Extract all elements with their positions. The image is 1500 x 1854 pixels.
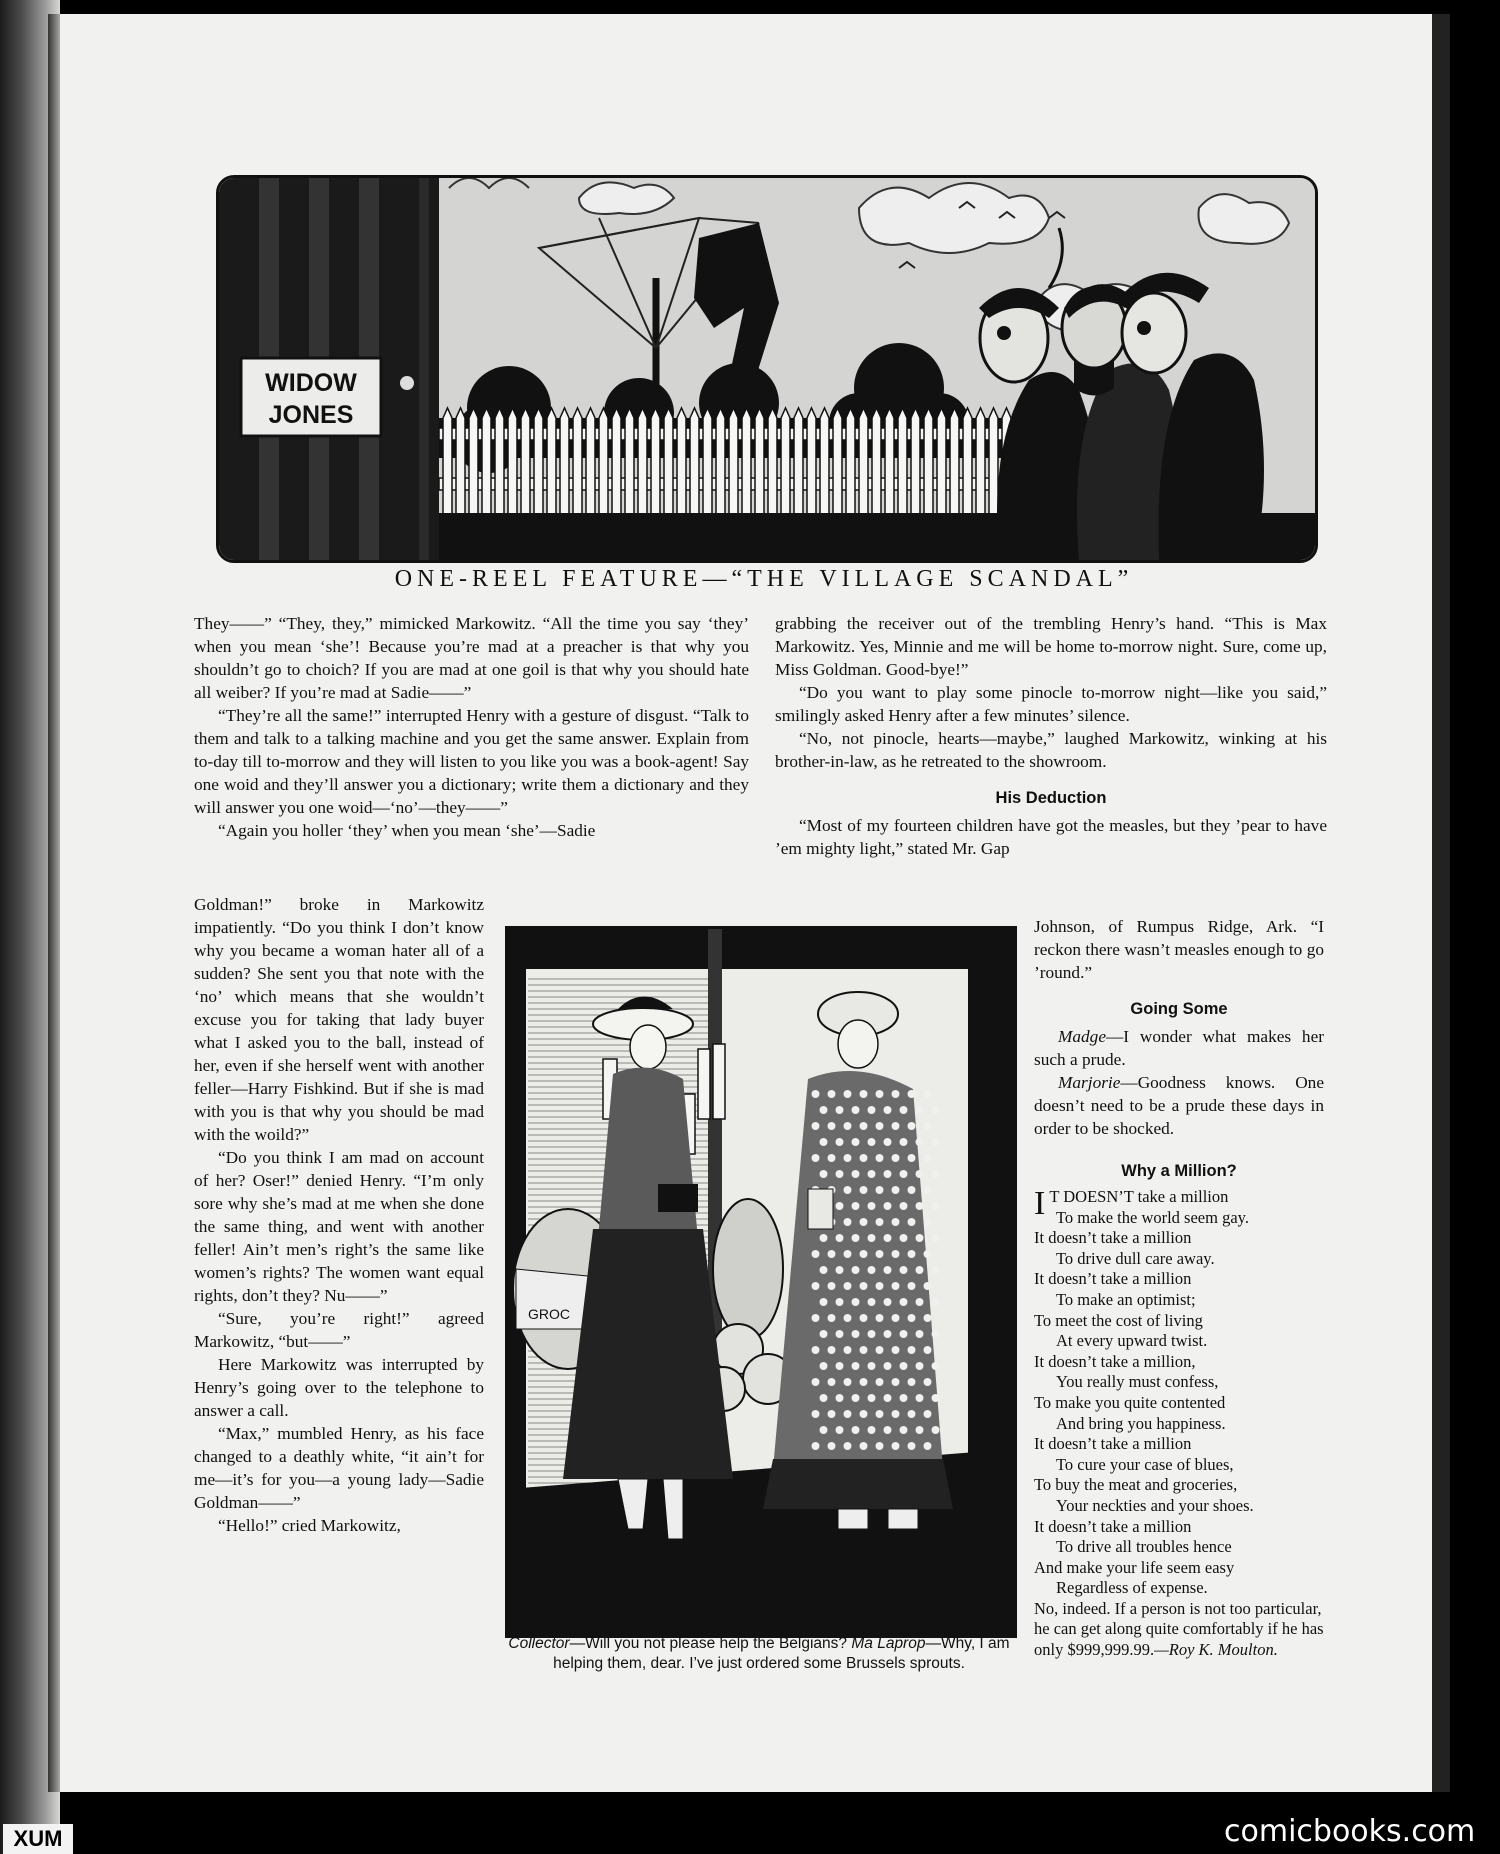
site-watermark: comicbooks.com [1224,1814,1476,1849]
page-edge [1432,14,1450,1792]
story-paragraph: They——” “They, they,” mimicked Markowitz. “All the time you say ‘they’ when you mean ‘she’! Because you’re mad at a preacher is that why you shouldn’t go to choich? If you are mad at one goil is that why you should hate all weiber? If you’re mad at Sadie——” [194,614,749,702]
poem-line: It doesn’t take a million [1034,1228,1192,1248]
caption-speaker-1: Collector [508,1635,570,1652]
poem-line: It doesn’t take a million [1034,1434,1192,1454]
story-paragraph: “No, not pinocle, hearts—maybe,” laughed Markowitz, winking at his brother-in-law, as he retreated to the showroom. [775,729,1327,771]
poem-line: To make the world seem gay. [1056,1207,1249,1227]
illustration-caption [496,1634,1022,1674]
poem-line: It doesn’t take a million, [1034,1351,1196,1371]
poem-line: It doesn’t take a million [1034,1516,1192,1536]
sign-line-1: WIDOW [265,369,357,397]
poem-closing: No, indeed. If a person is not too particular, he can get along quite comfortably if he has only $999,999.99. [1034,1598,1324,1660]
poem-line: To make an optimist; [1056,1289,1196,1309]
poem-author: —Roy K. Moulton. [1154,1640,1278,1660]
deduction-text-cont: Johnson, of Rumpus Ridge, Ark. “I reckon there wasn’t measles enough to go ’round.” [1034,917,1324,982]
banner-caption: ONE-REEL FEATURE—“THE VILLAGE SCANDAL” [394,566,1134,592]
shop-illustration [505,926,1017,1638]
jokes-column [1034,915,1324,1661]
story-paragraph: “Do you think I am mad on account of her? Oser!” denied Henry. “I’m only sore why she’s mad at me when she done the same thing, and went with another feller! Ain’t men’s right’s the same like women’s rights? The women want equal rights, don’t they? Nu——” [194,1148,484,1305]
sign-line-2: JONES [268,401,354,429]
story-paragraph: “Again you holler ‘they’ when you mean ‘she’—Sadie [218,821,596,840]
joke-line: —Goodness knows. One doesn’t need to be a prude these days in order to be shocked. [1034,1073,1324,1138]
going-some-heading: Going Some [1130,1000,1228,1018]
caption-line-2: —Why, I am helping them, dear. I’ve just ordered some Brussels sprouts. [553,1635,1010,1672]
shop-sign: GROC [528,1306,570,1322]
story-paragraph: “Hello!” cried Markowitz, [218,1516,401,1535]
banner-cartoon [216,175,1318,563]
poem-line: T DOESN’T take a million [1049,1187,1229,1206]
story-paragraph: “They’re all the same!” interrupted Henry with a gesture of disgust. “Talk to them and talk to a talking machine and you get the same answer. Explain from to-day till to-morrow and they will listen to you like you was a book-agent! Say one woid and they’ll answer you a dictionary; write them a dictionary and they will answer you one woid—‘no’—they——” [194,706,749,817]
million-heading: Why a Million? [1121,1162,1237,1180]
story-paragraph: grabbing the receiver out of the trembling Henry’s hand. “This is Max Markowitz. Yes, Minnie and me will be home to-morrow night. Sure, come up, Miss Goldman. Good-bye!” [775,614,1327,679]
drop-cap: I [1034,1185,1046,1222]
deduction-heading: His Deduction [995,789,1107,807]
joke-line: —I wonder what makes her such a prude. [1034,1027,1324,1069]
poem-line: You really must confess, [1056,1372,1219,1392]
story-column-left-narrow [194,893,484,1537]
poem-line: And make your life seem easy [1034,1557,1235,1577]
caption-speaker-2: Ma Laprop [851,1635,926,1652]
poem-line: To cure your case of blues, [1056,1454,1234,1474]
million-poem [1034,1187,1324,1599]
story-paragraph: Here Markowitz was interrupted by Henry’s going over to the telephone to answer a call. [194,1355,484,1420]
story-column-left-top [194,612,749,842]
poem-line: It doesn’t take a million [1034,1269,1192,1289]
joke-speaker: Marjorie [1058,1073,1121,1092]
poem-line: At every upward twist. [1056,1331,1208,1351]
story-paragraph: “Max,” mumbled Henry, as his face changed to a deathly white, “it ain’t for me—it’s for you—a young lady—Sadie Goldman——” [194,1424,484,1512]
story-paragraph: Goldman!” broke in Markowitz impatiently. “Do you think I don’t know why you became a woman hater all of a sudden? She sent you that note with the ‘no’ which means that she wouldn’t excuse you for taking that lady buyer what I asked you to the ball, instead of her, even if she herself went with another feller—Harry Fishkind. But if she is mad with you is that why you should be mad with the woild?” [194,895,484,1144]
caption-line-1: —Will you not please help the Belgians? [569,1635,848,1652]
story-paragraph: “Do you want to play some pinocle to-morrow night—like you said,” smilingly asked Henry after a few minutes’ silence. [775,683,1327,725]
story-paragraph: “Sure, you’re right!” agreed Markowitz, “but——” [194,1309,484,1351]
poem-line: Your neckties and your shoes. [1056,1495,1254,1515]
joke-speaker: Madge [1058,1027,1106,1046]
poem-line: Regardless of expense. [1056,1578,1208,1598]
poem-line: To make you quite contented [1034,1392,1226,1412]
scanner-tag: XUM [3,1824,73,1854]
poem-line: To drive all troubles hence [1056,1537,1232,1557]
poem-line: And bring you happiness. [1056,1413,1226,1433]
poem-line: To buy the meat and groceries, [1034,1475,1238,1495]
story-column-right-top [775,612,1327,860]
poem-line: To meet the cost of living [1034,1310,1203,1330]
poem-line: To drive dull care away. [1056,1248,1215,1268]
deduction-text: “Most of my fourteen children have got the measles, but they ’pear to have ’em mighty light,” stated Mr. Gap [775,816,1327,858]
